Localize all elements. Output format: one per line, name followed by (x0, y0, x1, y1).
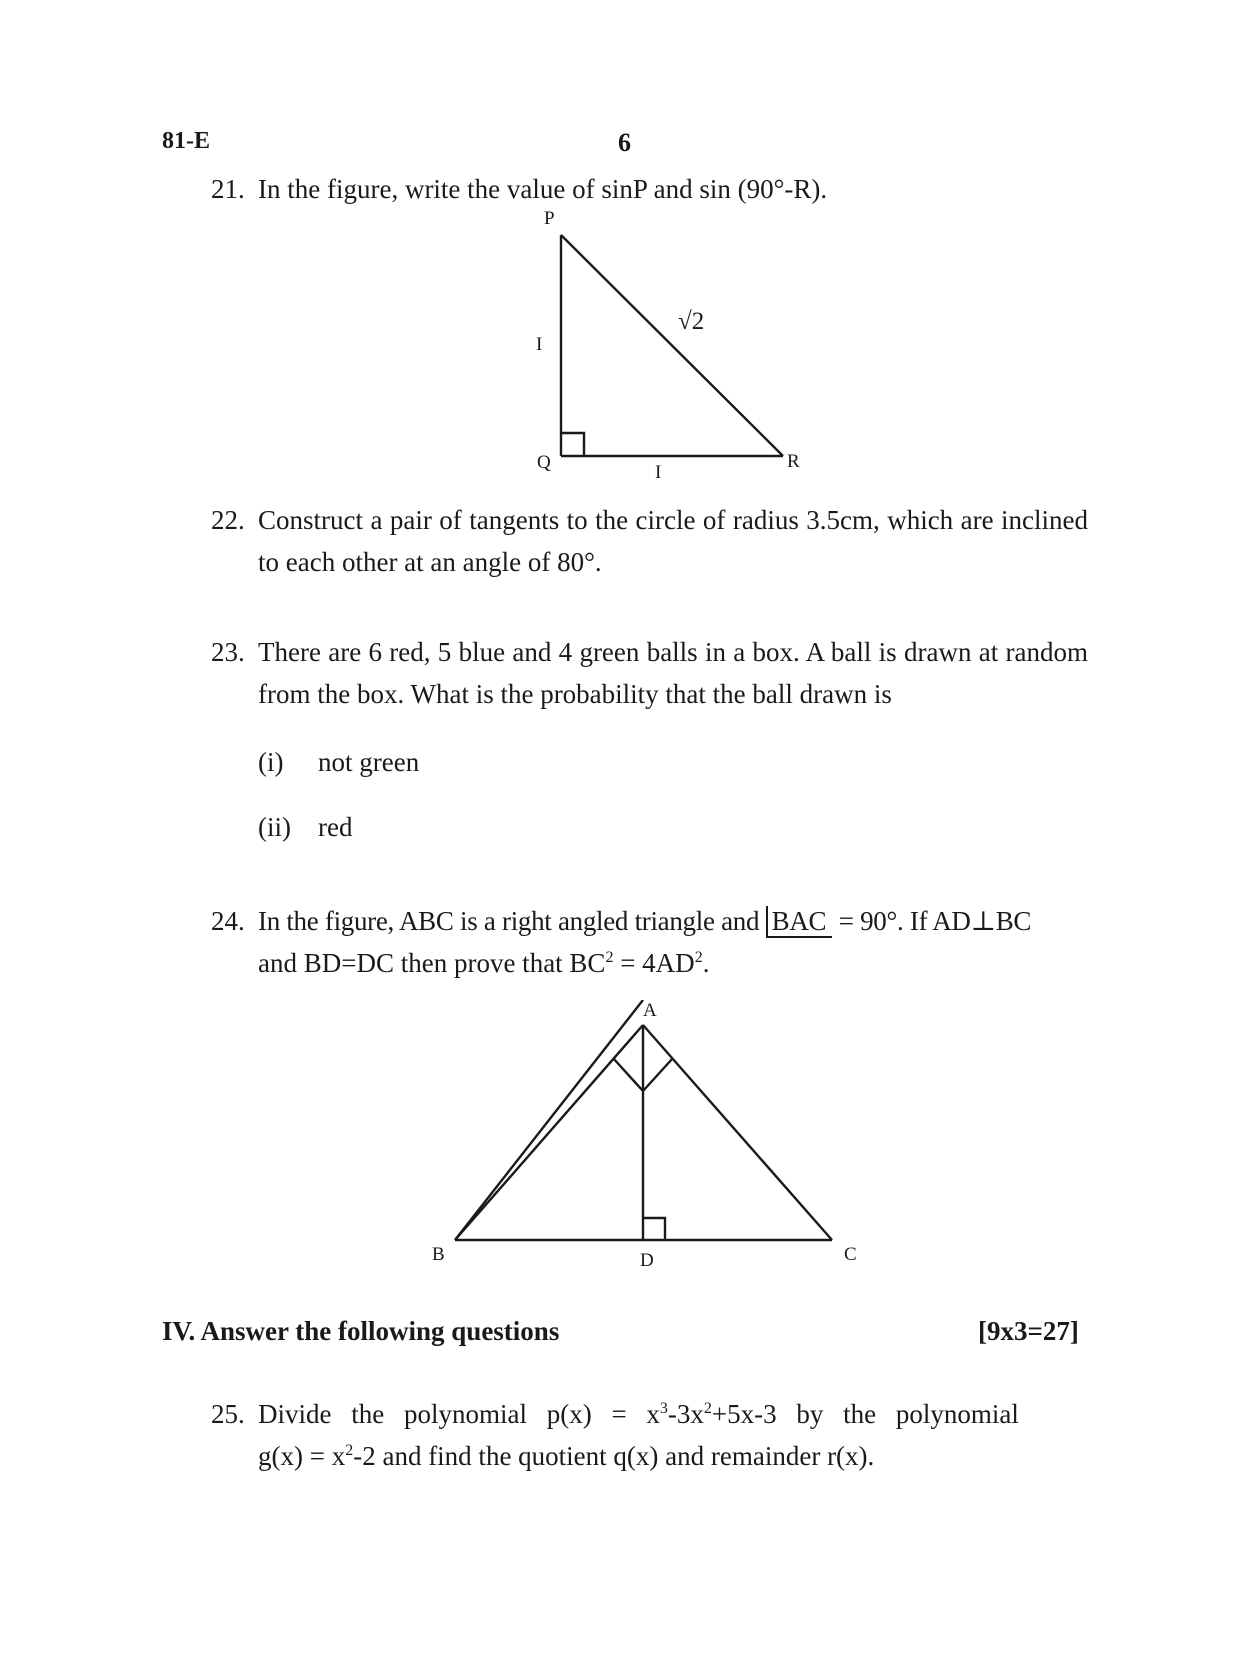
option-text: not green (318, 747, 420, 777)
question-text: = 4AD (613, 948, 695, 978)
side-ab-fix (455, 1025, 643, 1240)
question-text: -3x (667, 1399, 704, 1429)
side-label-pq: I (536, 334, 543, 355)
question-text: In the figure, ABC is a right angled triangle and (258, 906, 766, 936)
paper-code: 81-E (162, 128, 210, 154)
angle-name: BAC (771, 906, 827, 936)
vertex-label-d: D (640, 1250, 654, 1271)
question-number: 23. (211, 637, 245, 667)
section-title: IV. Answer the following questions (162, 1316, 560, 1346)
vertex-label-q: Q (537, 452, 551, 473)
question-text: Construct a pair of tangents to the circle of radius 3.5cm, which are inclined to each other at an angle of 80°. (258, 505, 1088, 577)
question-number: 24. (211, 906, 245, 936)
right-angle-mark-q (561, 433, 584, 456)
page-number: 6 (618, 128, 631, 157)
option-label: (i) (258, 747, 284, 777)
vertex-label-b: B (432, 1244, 445, 1265)
question-text: In the figure, write the value of sinP and sin (90°-R). (258, 174, 828, 204)
question-text: = 90°. If AD⊥BC (832, 906, 1032, 936)
vertex-label-r: R (787, 451, 800, 472)
right-angle-mark-d (643, 1218, 665, 1240)
question-text: +5x-3 by the polynomial (711, 1399, 1019, 1429)
superscript: 3 (659, 1400, 668, 1417)
side-ac (643, 1025, 832, 1240)
question-line-1 (258, 900, 1088, 942)
triangle-abc-figure (420, 1000, 860, 1260)
question-text: -2 and find the quotient q(x) and remainder r(x). (353, 1441, 875, 1471)
question-number: 22. (211, 505, 245, 535)
question-line-2 (258, 1435, 874, 1477)
side-pr (561, 235, 783, 456)
question-text: Divide the polynomial p(x) = x (258, 1399, 660, 1429)
question-text: g(x) = x (258, 1441, 346, 1471)
question-number: 21. (211, 174, 245, 204)
side-label-pr: √2 (678, 308, 705, 335)
option-text: red (318, 812, 353, 842)
superscript: 2 (345, 1442, 354, 1459)
side-ab (455, 1000, 643, 1240)
question-number: 25. (211, 1399, 245, 1429)
superscript: 2 (694, 949, 703, 966)
question-text: . (702, 948, 710, 978)
question-line-1 (258, 1393, 1088, 1435)
question-line-2 (258, 942, 709, 984)
side-label-qr: I (655, 462, 662, 483)
superscript: 2 (703, 1400, 712, 1417)
vertex-label-p: P (544, 208, 555, 229)
vertex-label-c: C (844, 1244, 857, 1265)
question-text: and BD=DC then prove that BC (258, 948, 606, 978)
option-label: (ii) (258, 812, 291, 842)
superscript: 2 (605, 949, 614, 966)
angle-symbol (766, 906, 833, 938)
triangle-pqr-figure (520, 200, 820, 490)
section-marks: [9x3=27] (978, 1316, 1079, 1346)
vertex-label-a: A (643, 1000, 657, 1021)
question-text: There are 6 red, 5 blue and 4 green balls in a box. A ball is drawn at random from the box. What is the probability that the ball drawn is (258, 637, 1088, 709)
